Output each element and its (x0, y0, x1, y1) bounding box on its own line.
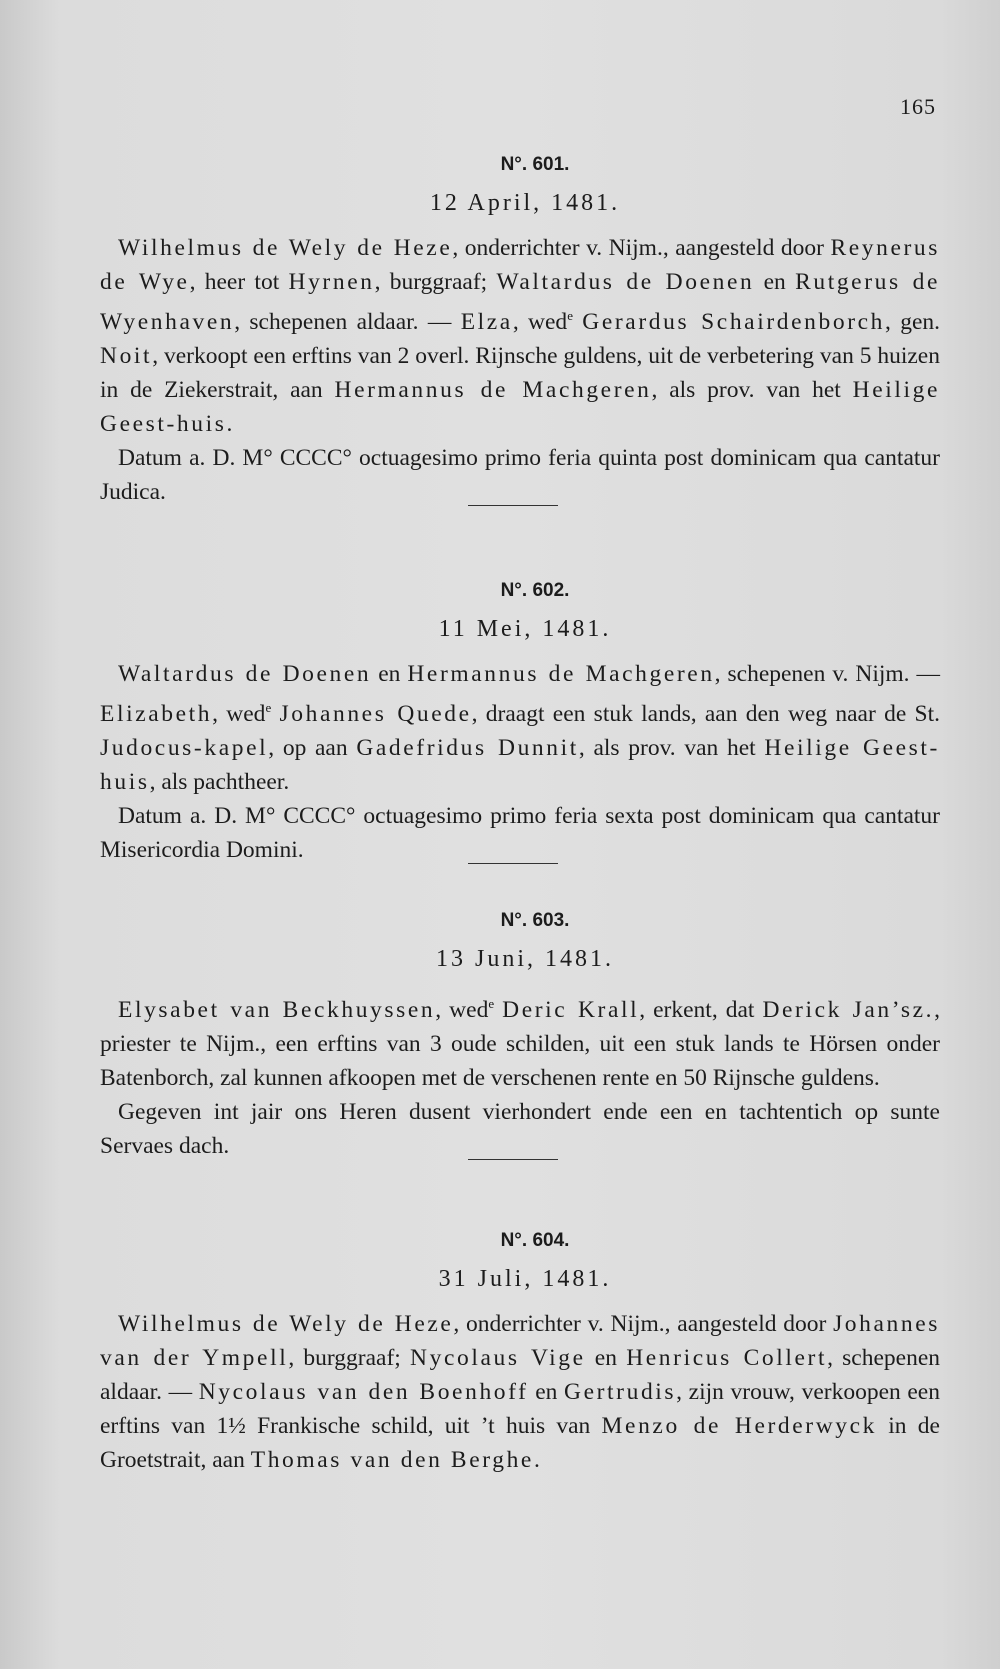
entry-number: N°. 602. (500, 580, 570, 601)
person-name: Judocus-kapel (100, 734, 269, 761)
text-run: , burggraaf; (374, 269, 497, 295)
text-run: in de Groetstrait, aan (100, 1413, 940, 1473)
person-name: Wilhelmus de Wely de Heze (118, 235, 453, 261)
text-run: , heer tot (189, 269, 289, 295)
entry-number: N°. 601. (500, 154, 570, 175)
person-name: Nycolaus Vige (410, 1345, 586, 1371)
person-name: Derick Jan’sz. (762, 996, 935, 1023)
text-run: , schepenen aldaar. — (100, 1345, 941, 1405)
entry-text (100, 231, 940, 441)
person-name: Thomas van den Berghe (250, 1447, 534, 1473)
entry-604 (100, 1230, 940, 1477)
text-run (573, 309, 582, 335)
person-name: Hermannus de Machgeren (407, 661, 715, 687)
person-name: Johannes van der Ympell (100, 1311, 941, 1371)
text-run: , onderrichter v. Nijm., aangesteld door (453, 1311, 834, 1337)
text-run: , priester te Nijm., een erftins van 3 oude schilden, uit een stuk lands te Hörsen onder Batenborch, zal kunnen afkoopen met de verschenen rente en 50 Rijnsche guldens. (100, 996, 940, 1091)
text-run: , als pachtheer. (149, 768, 290, 795)
person-name: Heilige Geest-huis (100, 734, 940, 795)
entry-date: 13 Juni, 1481. (435, 946, 614, 972)
person-name: Gertrudis (564, 1379, 677, 1405)
person-name: Deric Krall (502, 996, 640, 1023)
person-name: Elizabeth (100, 700, 213, 727)
person-name: Noit (100, 342, 153, 369)
entry-603 (100, 910, 940, 1160)
person-name: Elysabet van Beckhuyssen (118, 996, 436, 1023)
person-name: Heilige Geest-huis (100, 376, 940, 437)
text-run: , als prov. van het (578, 734, 765, 761)
entry-date: 11 Mei, 1481. (438, 616, 612, 642)
person-name: Waltardus de Doenen (118, 661, 372, 687)
text-run: . (533, 1447, 540, 1473)
separator-rule (468, 863, 558, 864)
entry-601 (100, 154, 940, 506)
entry-602 (100, 580, 940, 864)
person-name: Elza (460, 308, 513, 335)
text-run: , gen. (885, 308, 940, 335)
text-run: en (585, 1345, 627, 1371)
person-name: Gerardus Schairdenborch (582, 308, 885, 335)
person-name: Hermannus de Machgeren (334, 376, 652, 403)
text-run: , wed (435, 996, 489, 1023)
entry-datum: Datum a. D. M° CCCC° octuagesimo primo feria quinta post dominicam qua cantatur Judica. (100, 444, 940, 505)
person-name: Johannes Quede (279, 700, 472, 727)
person-name: Gadefridus Dunnit (356, 734, 579, 761)
entry-number: N°. 604. (500, 1230, 570, 1251)
person-name: Henricus Collert (626, 1345, 828, 1371)
person-name: Reynerus de Wye (100, 235, 941, 295)
separator-rule (468, 505, 558, 506)
text-run: , wed (512, 308, 568, 335)
person-name: Hyrnen (288, 269, 375, 295)
text-run: , als prov. van het (651, 376, 853, 403)
person-name: Menzo de Herderwyck (601, 1413, 878, 1439)
entry-number: N°. 603. (500, 910, 570, 931)
text-run: , verkoopt een erftins van 2 overl. Rijnsche guldens, uit de verbetering van 5 huizen in de Ziekerstrait, aan (100, 342, 940, 403)
text-run: , zijn vrouw, verkoopen een erftins van 1½ Frankische schild, uit ’t huis van (100, 1379, 940, 1439)
text-run (271, 701, 279, 727)
text-run: , op aan (268, 734, 357, 761)
text-run: en (754, 269, 796, 295)
entry-date: 12 April, 1481. (429, 190, 621, 216)
text-run: , schepenen v. Nijm. — (714, 661, 941, 687)
text-run: , erkent, dat (639, 996, 763, 1023)
text-run: en (528, 1379, 565, 1405)
text-run: , draagt een stuk lands, aan den weg naar de St. (471, 700, 940, 727)
entry-text (100, 1307, 940, 1477)
text-run: e (567, 308, 573, 323)
text-run: , onderrichter v. Nijm., aangesteld door (452, 235, 831, 261)
person-name: Nycolaus van den Boenhoff (198, 1379, 529, 1405)
entry-text (100, 987, 940, 1095)
text-run: . (226, 410, 233, 437)
text-run: e (265, 700, 272, 715)
text-run: , burggraaf; (288, 1345, 411, 1371)
text-run: , wed (212, 700, 266, 727)
entry-date: 31 Juli, 1481. (438, 1266, 612, 1292)
person-name: Wilhelmus de Wely de Heze (118, 1311, 454, 1337)
entry-datum: Datum a. D. M° CCCC° octuagesimo primo feria sexta post dominicam qua cantatur Misericordia Domini. (100, 802, 940, 863)
text-run (494, 997, 502, 1023)
separator-rule (468, 1159, 558, 1160)
entry-text (100, 657, 940, 799)
text-run: , schepenen aldaar. — (234, 308, 461, 335)
entry-datum: Gegeven int jair ons Heren dusent vierhondert ende een en tachtentich op sunte Servaes dach. (100, 1098, 940, 1159)
text-run: e (488, 996, 495, 1011)
person-name: Waltardus de Doenen (496, 269, 755, 295)
person-name: Rutgerus de Wyenhaven (100, 269, 940, 335)
page-number: 165 (900, 94, 936, 119)
text-run: en (371, 661, 408, 687)
